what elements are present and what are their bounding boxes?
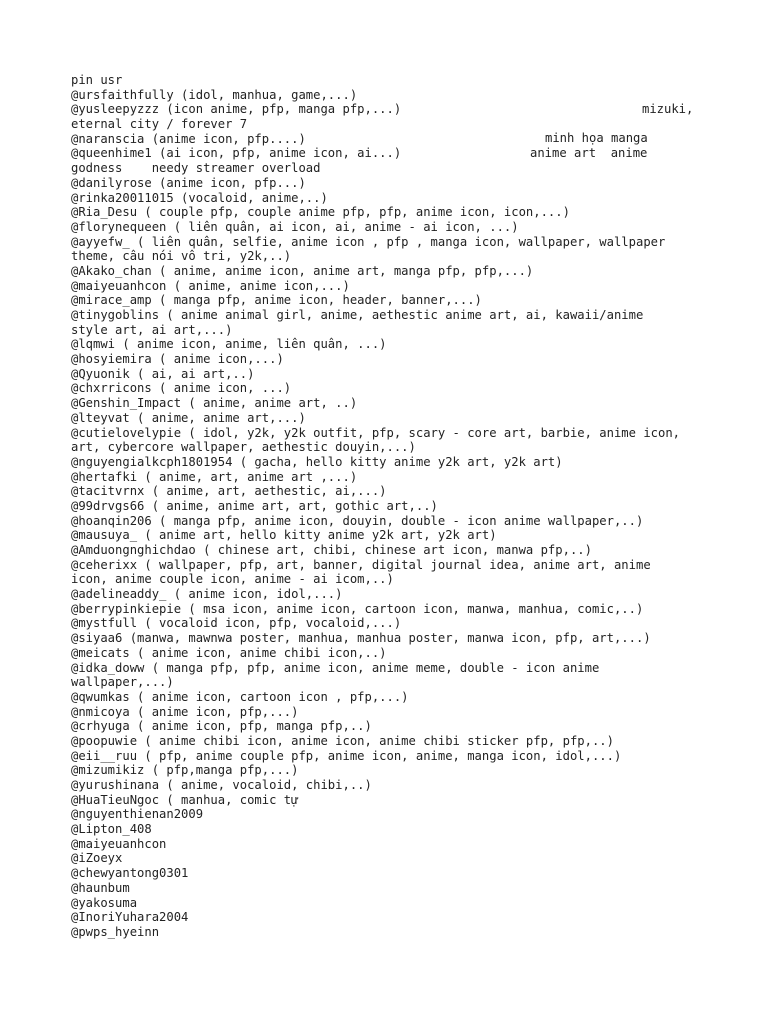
text-line: @ayyefw_ ( liên quân, selfie, anime icon , pfp , manga icon, wallpaper, wallpaper bbox=[71, 234, 666, 249]
document-text bbox=[71, 73, 711, 940]
text-line: @chewyantong0301 bbox=[71, 866, 189, 881]
text-line: @HuaTieuNgoc ( manhua, comic tự bbox=[71, 792, 299, 807]
text-line: pin usr bbox=[71, 73, 123, 87]
text-line: @tinygoblins ( anime animal girl, anime, aethestic anime art, ai, kawaii/anime bbox=[71, 308, 644, 322]
text-line: godness needy streamer overload bbox=[71, 161, 321, 176]
text-line: @mausuya_ ( anime art, hello kitty anime y2k art, y2k art) bbox=[71, 528, 497, 543]
text-line: eternal city / forever 7 bbox=[71, 117, 248, 132]
text-line: @nguyenthienan2009 bbox=[71, 807, 204, 822]
text-line: @adelineaddy_ ( anime icon, idol,...) bbox=[71, 587, 343, 602]
text-line: @nguyengialkcph1801954 ( gacha, hello kitty anime y2k art, y2k art) bbox=[71, 454, 563, 469]
text-line: @Qyuonik ( ai, ai art,..) bbox=[71, 366, 255, 381]
text-line: @iZoeyx bbox=[71, 851, 123, 866]
text-line: @Amduongnghichdao ( chinese art, chibi, chinese art icon, manwa pfp,..) bbox=[71, 543, 592, 557]
text-line: @florynequeen ( liên quân, ai icon, ai, anime - ai icon, ...) bbox=[71, 219, 519, 234]
text-line: @eii__ruu ( pfp, anime couple pfp, anime icon, anime, manga icon, idol,...) bbox=[71, 748, 622, 763]
text-line: @crhyuga ( anime icon, pfp, manga pfp,..) bbox=[71, 719, 372, 734]
side-note-minh-hoa-manga: minh họa manga bbox=[545, 131, 648, 145]
text-line: @chxrricons ( anime icon, ...) bbox=[71, 381, 292, 396]
text-line: @ceherixx ( wallpaper, pfp, art, banner, digital journal idea, anime art, anime bbox=[71, 557, 651, 572]
text-line: @Akako_chan ( anime, anime icon, anime art, manga pfp, pfp,...) bbox=[71, 263, 534, 278]
text-line: @rinka20011015 (vocaloid, anime,..) bbox=[71, 190, 328, 205]
text-line: @naranscia (anime icon, pfp....) bbox=[71, 131, 306, 146]
text-line: @hosyiemira ( anime icon,...) bbox=[71, 352, 284, 367]
text-line: @mystfull ( vocaloid icon, pfp, vocaloid,...) bbox=[71, 616, 402, 631]
text-line: @poopuwie ( anime chibi icon, anime icon, anime chibi sticker pfp, pfp,..) bbox=[71, 733, 614, 748]
text-line: wallpaper,...) bbox=[71, 675, 174, 690]
side-note-mizuki: mizuki, bbox=[642, 102, 694, 116]
text-line: @pwps_hyeinn bbox=[71, 924, 160, 939]
text-line: style art, ai art,...) bbox=[71, 322, 233, 337]
text-line: @hertafki ( anime, art, anime art ,...) bbox=[71, 469, 358, 484]
text-line: @idka_doww ( manga pfp, pfp, anime icon, anime meme, double - icon anime bbox=[71, 660, 600, 675]
text-line: @nmicoya ( anime icon, pfp,...) bbox=[71, 704, 299, 719]
text-line: @lqmwi ( anime icon, anime, liên quân, ...) bbox=[71, 337, 387, 352]
text-line: @maiyeuanhcon ( anime, anime icon,...) bbox=[71, 278, 350, 293]
text-line: theme, câu nói vô tri, y2k,..) bbox=[71, 249, 292, 264]
text-line: @hoanqin206 ( manga pfp, anime icon, douyin, double - icon anime wallpaper,..) bbox=[71, 513, 644, 528]
text-line: @Lipton_408 bbox=[71, 822, 152, 837]
text-line: @Genshin_Impact ( anime, anime art, ..) bbox=[71, 396, 358, 411]
text-line: @yakosuma bbox=[71, 895, 138, 910]
text-line: @danilyrose (anime icon, pfp...) bbox=[71, 175, 306, 190]
text-line: @berrypinkiepie ( msa icon, anime icon, cartoon icon, manwa, manhua, comic,..) bbox=[71, 601, 644, 616]
text-line: @ursfaithfully (idol, manhua, game,...) bbox=[71, 87, 358, 102]
text-line: @tacitvrnx ( anime, art, aethestic, ai,...) bbox=[71, 484, 387, 499]
text-line: @haunbum bbox=[71, 880, 130, 895]
text-line: @siyaa6 (manwa, mawnwa poster, manhua, manhua poster, manwa icon, pfp, art,...) bbox=[71, 631, 651, 646]
text-line: @mizumikiz ( pfp,manga pfp,...) bbox=[71, 763, 299, 778]
text-line: @99drvgs66 ( anime, anime art, art, gothic art,..) bbox=[71, 498, 438, 513]
text-line: @maiyeuanhcon bbox=[71, 836, 167, 851]
text-line: @InoriYuhara2004 bbox=[71, 910, 189, 925]
side-note-anime-art-anime: anime art anime bbox=[530, 146, 648, 160]
text-line: @lteyvat ( anime, anime art,...) bbox=[71, 410, 306, 425]
text-line: icon, anime couple icon, anime - ai icom,..) bbox=[71, 572, 394, 587]
text-line: @queenhime1 (ai icon, pfp, anime icon, ai...) bbox=[71, 146, 402, 161]
text-line: art, cybercore wallpaper, aethestic douyin,...) bbox=[71, 440, 416, 455]
text-line: @qwumkas ( anime icon, cartoon icon , pfp,...) bbox=[71, 689, 409, 704]
text-line: @yusleepyzzz (icon anime, pfp, manga pfp,...) bbox=[71, 102, 402, 117]
text-line: @yurushinana ( anime, vocaloid, chibi,..) bbox=[71, 778, 372, 792]
text-line: @Ria_Desu ( couple pfp, couple anime pfp, pfp, anime icon, icon,...) bbox=[71, 205, 570, 220]
text-line: @mirace_amp ( manga pfp, anime icon, header, banner,...) bbox=[71, 293, 482, 308]
text-line: @meicats ( anime icon, anime chibi icon,..) bbox=[71, 645, 387, 660]
text-line: @cutielovelypie ( idol, y2k, y2k outfit, pfp, scary - core art, barbie, anime icon, bbox=[71, 425, 681, 440]
